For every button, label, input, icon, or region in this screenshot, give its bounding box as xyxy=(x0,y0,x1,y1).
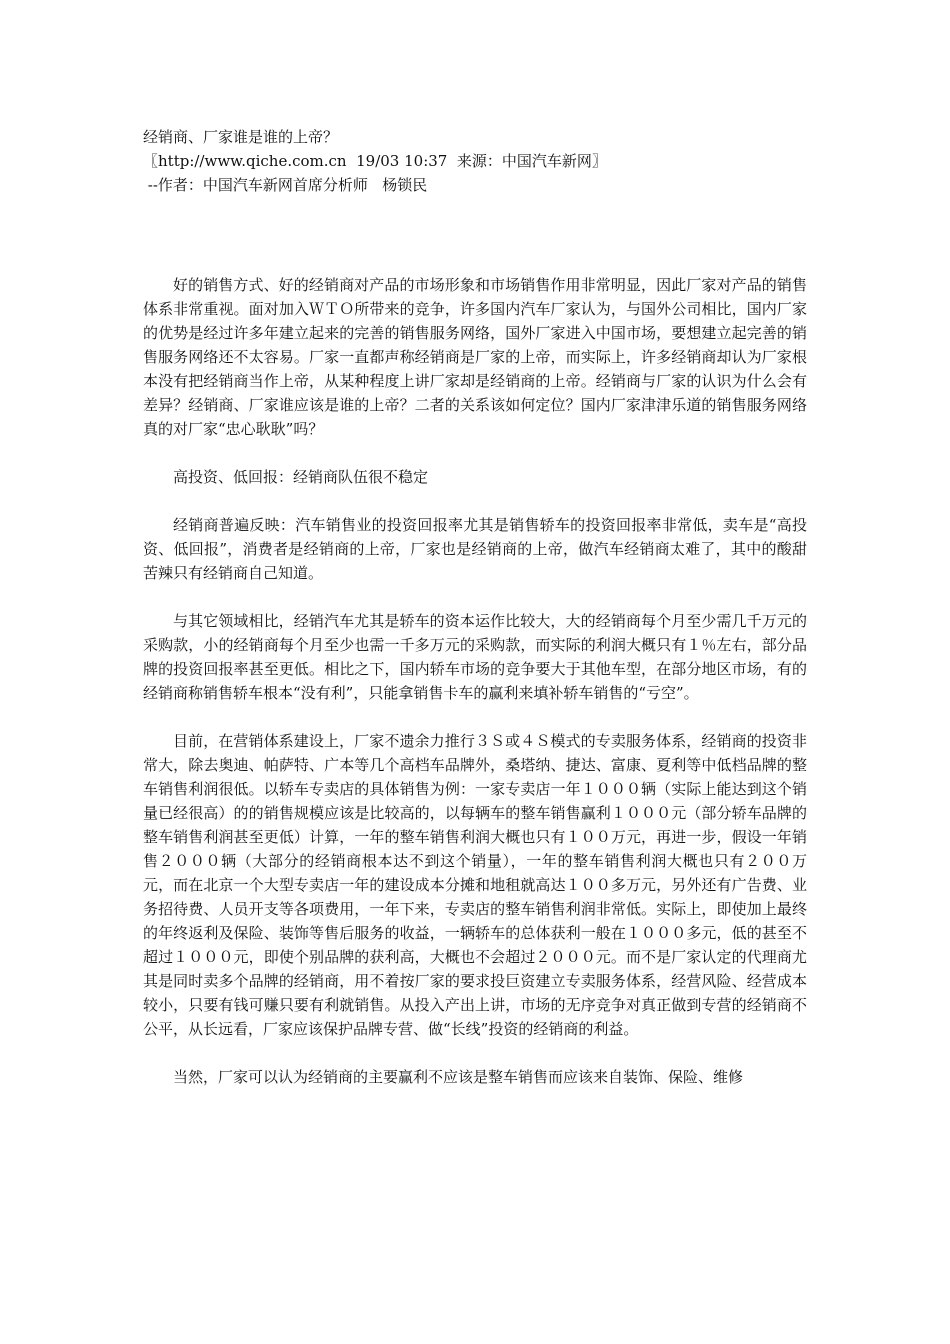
author-line: --作者：中国汽车新网首席分析师 杨锁民 xyxy=(143,176,428,194)
source-line: 〖http://www.qiche.com.cn 19/03 10:37 来源：中国汽车新网〗 xyxy=(143,152,607,170)
article-title: 经销商、厂家谁是谁的上帝？ xyxy=(143,128,339,146)
paragraph-intro: 好的销售方式、好的经销商对产品的市场形象和市场销售作用非常明显，因此厂家对产品的销售体系非常重视。面对加入ＷＴＯ所带来的竞争，许多国内汽车厂家认为，与国外公司相比，国内厂家的优势是经过许多年建立起来的完善的销售服务网络，国外厂家进入中国市场，要想建立起完善的销售服务网络还不太容易。厂家一直都声称经销商是厂家的上帝，而实际上，许多经销商却认为厂家根本没有把经销商当作上帝，从某种程度上讲厂家却是经销商的上帝。经销商与厂家的认识为什么会有差异？经销商、厂家谁应该是谁的上帝？二者的关系该如何定位？国内厂家津津乐道的销售服务网络真的对厂家“忠心耿耿”吗？ xyxy=(143,276,807,438)
section-heading: 高投资、低回报：经销商队伍很不稳定 xyxy=(173,468,429,486)
spacer xyxy=(143,197,807,273)
paragraph: 目前，在营销体系建设上，厂家不遗余力推行３Ｓ或４Ｓ模式的专卖服务体系，经销商的投资非常大，除去奥迪、帕萨特、广本等几个高档车品牌外，桑塔纳、捷达、富康、夏利等中低档品牌的整车销售利润很低。以轿车专卖店的具体销售为例：一家专卖店一年１０００辆（实际上能达到这个销量已经很高）的的销售规模应该是比较高的，以每辆车的整车销售赢利１０００元（部分轿车品牌的整车销售利润甚至更低）计算，一年的整车销售利润大概也只有１００万元，再进一步，假设一年销售２０００辆（大部分的经销商根本达不到这个销量），一年的整车销售利润大概也只有２００万元，而在北京一个大型专卖店一年的建设成本分摊和地租就高达１００多万元，另外还有广告费、业务招待费、人员开支等各项费用，一年下来，专卖店的整车销售利润非常低。实际上，即使加上最终的年终返利及保险、装饰等售后服务的收益，一辆轿车的总体获利一般在１０００多元，低的甚至不超过１０００元，即使个别品牌的获利高，大概也不会超过２０００元。而不是厂家认定的代理商尤其是同时卖多个品牌的经销商，用不着按厂家的要求投巨资建立专卖服务体系，经营风险、经营成本较小，只要有钱可赚只要有利就销售。从投入产出上讲，市场的无序竞争对真正做到专营的经销商不公平，从长远看，厂家应该保护品牌专营、做“长线”投资的经销商的利益。 xyxy=(143,732,807,1038)
paragraph: 经销商普遍反映：汽车销售业的投资回报率尤其是销售轿车的投资回报率非常低，卖车是“高投资、低回报”，消费者是经销商的上帝，厂家也是经销商的上帝，做汽车经销商太难了，其中的酸甜苦辣只有经销商自己知道。 xyxy=(143,516,807,582)
article xyxy=(143,125,807,1089)
paragraph: 当然，厂家可以认为经销商的主要赢利不应该是整车销售而应该来自装饰、保险、维修 xyxy=(173,1068,744,1086)
paragraph: 与其它领域相比，经销汽车尤其是轿车的资本运作比较大，大的经销商每个月至少需几千万元的采购款，小的经销商每个月至少也需一千多万元的采购款，而实际的利润大概只有１％左右，部分品牌的投资回报率甚至更低。相比之下，国内轿车市场的竞争要大于其他车型，在部分地区市场，有的经销商称销售轿车根本“没有利”，只能拿销售卡车的赢利来填补轿车销售的“亏空”。 xyxy=(143,612,807,702)
